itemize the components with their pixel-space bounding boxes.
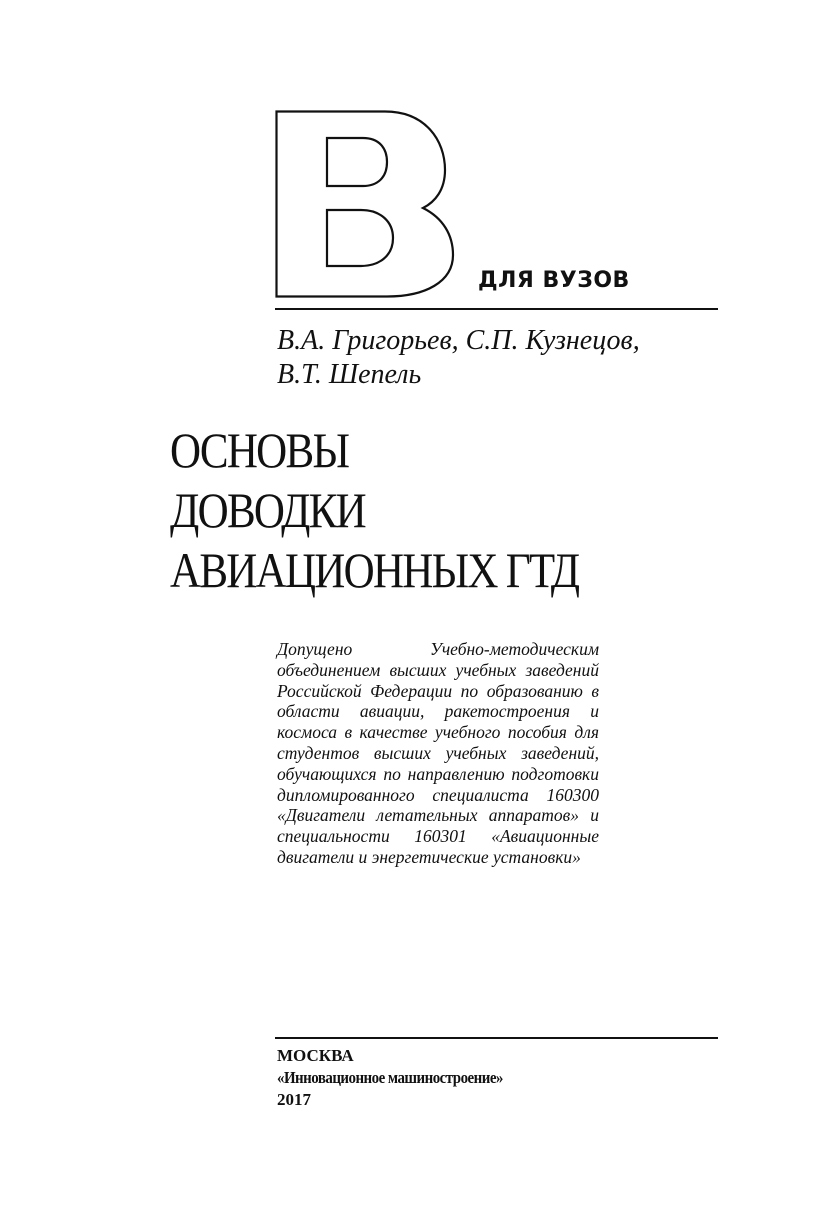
authors-line: В.А. Григорьев, С.П. Кузнецов, — [277, 325, 640, 356]
title-line: АВИАЦИОННЫХ ГТД — [170, 542, 579, 598]
imprint-city: МОСКВА — [277, 1046, 354, 1065]
bottom-divider — [275, 1037, 718, 1039]
imprint-publisher: «Инновационное машиностроение» — [277, 1068, 503, 1087]
series-logo-b-icon — [275, 110, 455, 298]
imprint — [277, 1045, 717, 1111]
approval-statement: Допущено Учебно-методическим объединением высших учебных заведений Российской Федерации по образованию в области авиации, ракетостроения и космоса в качестве учебного пособия для студентов высших учебных заведений, обучающихся по направлению подготовки дипломированного специалиста 160300 «Двигатели летательных аппаратов» и специальности 160301 «Авиационные двигатели и энергетические установки» — [277, 639, 599, 867]
title-line: ОСНОВЫ — [170, 422, 349, 478]
authors-line: В.Т. Шепель — [277, 359, 422, 390]
authors — [277, 324, 717, 392]
series-logo — [275, 110, 455, 298]
imprint-year: 2017 — [277, 1090, 311, 1109]
book-title — [170, 420, 652, 600]
top-divider — [275, 308, 718, 310]
series-label: ДЛЯ ВУЗОВ — [478, 268, 630, 293]
title-line: ДОВОДКИ — [170, 482, 366, 538]
